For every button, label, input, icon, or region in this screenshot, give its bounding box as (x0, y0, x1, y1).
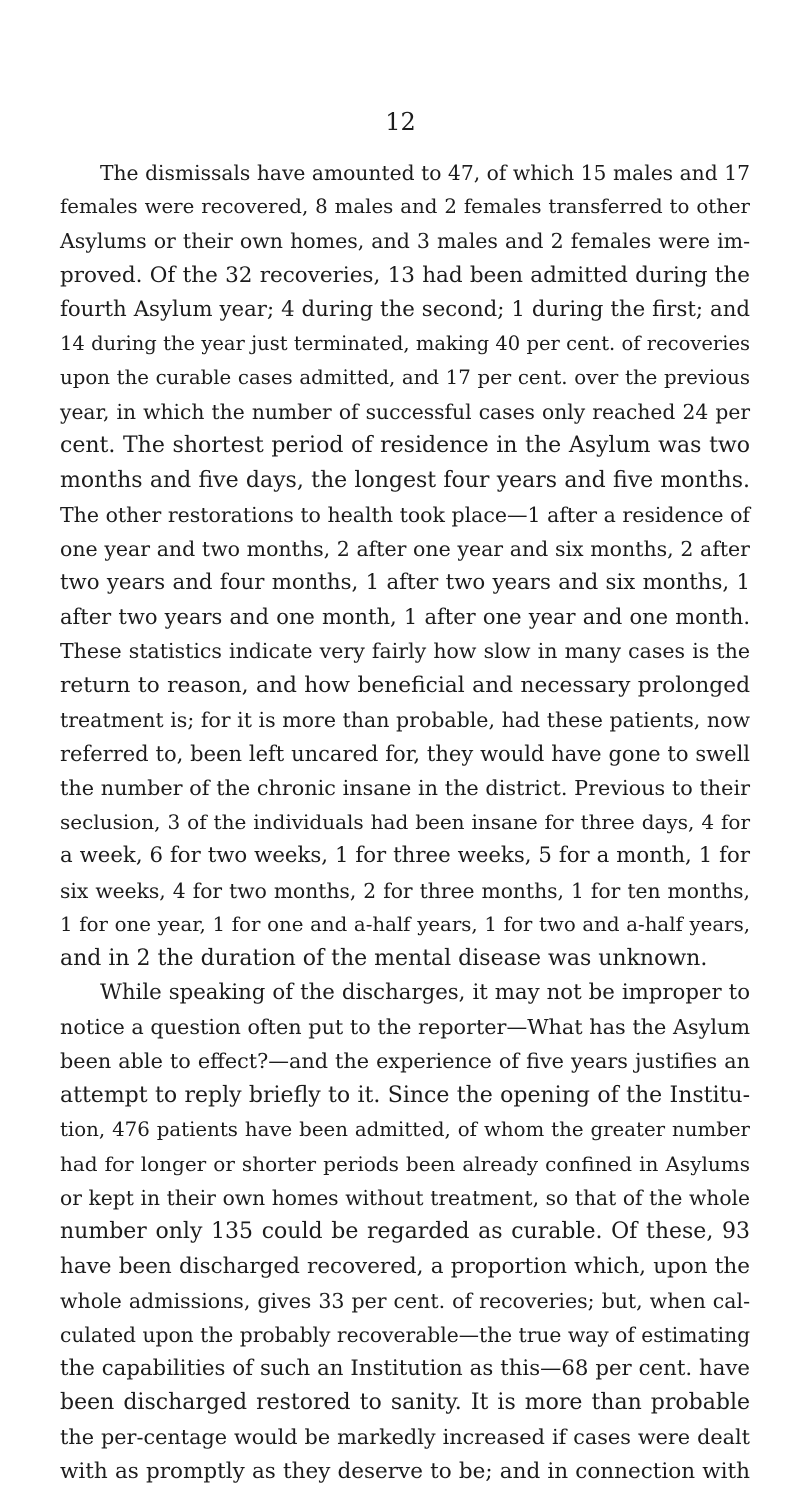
text-line: Asylums or their own homes, and 3 males and 2 females were im- (60, 229, 750, 254)
text-line: months and five days, the longest four years and five months. (60, 467, 750, 493)
text-line: been able to effect?—and the experience of five years justifies an (60, 1049, 750, 1074)
text-line: and in 2 the duration of the mental disease was unknown. (60, 945, 708, 971)
text-line: the per-centage would be markedly increased if cases were dealt (60, 1425, 750, 1450)
text-line: While speaking of the discharges, it may not be improper to (100, 980, 750, 1006)
text-line: a week, 6 for two weeks, 1 for three weeks, 5 for a month, 1 for (60, 843, 750, 869)
text-line: referred to, been left uncared for, they would have gone to swell (60, 741, 750, 766)
text-line: number only 135 could be regarded as curable. Of these, 93 (60, 1219, 750, 1245)
text-line: been discharged restored to sanity. It is more than probable (60, 1390, 750, 1416)
text-line: females were recovered, 8 males and 2 females transferred to other (60, 195, 750, 219)
text-line: return to reason, and how beneficial and necessary prolonged (60, 672, 750, 698)
text-line: fourth Asylum year; 4 during the second; 1 during the first; and (60, 296, 750, 322)
text-line: after two years and one month, 1 after one year and one month. (60, 605, 750, 630)
text-line: notice a question often put to the reporter—What has the Asylum (60, 1015, 750, 1040)
text-line: with as promptly as they deserve to be; and in connection with (60, 1458, 750, 1484)
text-line: tion, 476 patients have been admitted, of whom the greater number (60, 1117, 750, 1141)
text-line: upon the curable cases admitted, and 17 per cent. over the previous (60, 366, 750, 390)
text-line: cent. The shortest period of residence in the Asylum was two (60, 433, 750, 459)
text-line: proved. Of the 32 recoveries, 13 had been admitted during the (60, 262, 750, 288)
text-line: had for longer or shorter periods been already confined in Asylums (60, 1151, 750, 1176)
text-line: have been discharged recovered, a proportion which, upon the (60, 1253, 750, 1279)
text-line: one year and two months, 2 after one year and six months, 2 after (60, 536, 750, 561)
text-line: treatment is; for it is more than probable, had these patients, now (60, 707, 750, 732)
text-line: two years and four months, 1 after two years and six months, 1 (60, 570, 750, 596)
text-line: or kept in their own homes without treatment, so that of the whole (60, 1186, 750, 1211)
text-line: the capabilities of such an Institution as this—68 per cent. have (60, 1356, 750, 1382)
text-line: whole admissions, gives 33 per cent. of recoveries; but, when cal- (60, 1288, 750, 1313)
text-line: attempt to reply briefly to it. Since the opening of the Institu- (60, 1082, 750, 1108)
text-line: These statistics indicate very fairly how slow in many cases is the (60, 639, 750, 664)
text-line: the number of the chronic insane in the district. Previous to their (60, 776, 750, 801)
text-line: The dismissals have amounted to 47, of which 15 males and 17 (100, 161, 750, 185)
text-line: culated upon the probably recoverable—the true way of estimating (60, 1322, 751, 1347)
text-line: year, in which the number of successful cases only reached 24 per (60, 400, 750, 425)
text-line: seclusion, 3 of the individuals had been insane for three days, 4 for (60, 810, 750, 835)
text-line: six weeks, 4 for two months, 2 for three months, 1 for ten months, (60, 878, 750, 903)
text-line: The other restorations to health took place—1 after a residence of (60, 502, 750, 527)
page-number: 12 (385, 108, 416, 136)
body-text (60, 156, 750, 1489)
text-line: 1 for one year, 1 for one and a-half years, 1 for two and a-half years, (60, 912, 750, 936)
text-line: 14 during the year just terminated, making 40 per cent. of recoveries (60, 331, 750, 355)
